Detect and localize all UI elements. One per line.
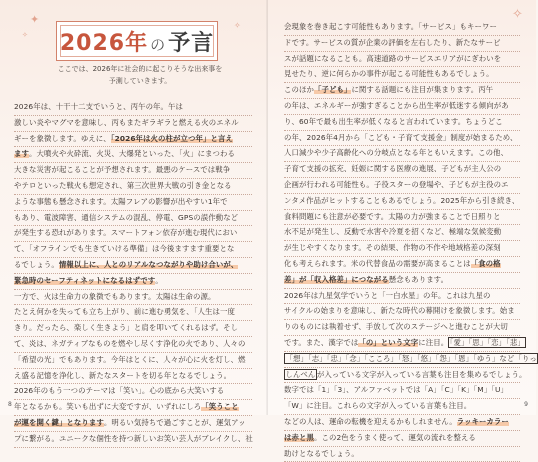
text-line bbox=[14, 116, 252, 132]
text-segment: ドです。サービスの質が企業の評価を左右したり、新たなサービ bbox=[284, 37, 501, 47]
title-suffix: 予言 bbox=[168, 30, 215, 56]
text-segment: 。この2色をうまく使って、運気の流れを整える bbox=[313, 432, 476, 442]
text-segment: の年、2026年4月から「こども・子育て支援金」制度が始まるため、 bbox=[284, 132, 518, 142]
text-line bbox=[284, 399, 520, 415]
text-segment: スが話題になることも。高速道路のサービスエリアがにぎわいを bbox=[284, 53, 502, 63]
text-line bbox=[14, 195, 252, 211]
text-line bbox=[284, 52, 520, 68]
text-line bbox=[14, 384, 252, 400]
text-line bbox=[284, 352, 537, 368]
text-line bbox=[284, 336, 525, 352]
text-line bbox=[14, 353, 252, 369]
sparkle-icon: ✧ bbox=[22, 31, 28, 39]
text-line bbox=[284, 20, 520, 36]
text-segment: りのものには執着せず、手放して次のステージへと進むことが大切 bbox=[284, 322, 508, 332]
text-line bbox=[284, 415, 520, 431]
text-line bbox=[284, 99, 520, 115]
boxed-text: 「愛」「思」「恋」「悲」 bbox=[449, 337, 525, 347]
text-line bbox=[14, 242, 252, 258]
boxed-text: 「想」「志」「忠」「念」「こころ」「怒」「悠」「怨」「恩」「ゆう」など「りっ bbox=[285, 353, 537, 363]
text-line bbox=[284, 304, 520, 320]
highlighted-text: 「の」という文字 bbox=[358, 337, 419, 347]
text-segment: 大きな災害が起こることが予想されます。最悪のケースでは戦争 bbox=[14, 165, 231, 175]
text-segment: もあり、電波障害、通信システムの混乱、停電、GPSの誤作動など bbox=[14, 212, 239, 222]
text-segment: このほか bbox=[284, 85, 314, 95]
sparkle-icon: ✦ bbox=[30, 13, 40, 26]
text-segment: が生じやすくなります。その結果、作物の不作や地域格差の深刻 bbox=[284, 243, 501, 253]
text-line bbox=[14, 369, 252, 385]
text-line bbox=[14, 226, 252, 242]
highlighted-text: 緊急時のセーフティネットになるはずです bbox=[14, 275, 156, 285]
text-line bbox=[14, 290, 252, 306]
text-segment: 人口減少や少子高齢化への分岐点となる年ともいえます。この他、 bbox=[284, 148, 509, 158]
text-segment: プに繋がる。ユニークな個性を持つ新しいお笑い芸人がブレイクし、社 bbox=[14, 433, 253, 443]
text-line bbox=[284, 162, 520, 178]
page-title bbox=[60, 26, 214, 57]
intro-line: ここでは、2026年に社会的に起こりそうな出来事を bbox=[57, 65, 223, 73]
text-line bbox=[284, 83, 520, 99]
highlighted-text: 情報以上に、人とのリアルなつながりや助け合いが、 bbox=[58, 259, 239, 269]
text-segment: などの人は、運命の転機を迎えるかもしれません。 bbox=[284, 416, 457, 426]
text-segment: の年は、エネルギーが強すぎることから出生率が低迷する傾向があ bbox=[284, 100, 509, 110]
intro-line: 予測していきます。 bbox=[108, 76, 172, 85]
text-segment: が発生する恐れがあります。スマートフォン依存が進む現代におい bbox=[14, 228, 238, 238]
text-segment: 食料問題にも注意が必要です。太陽の力が強まることで日照りと bbox=[284, 211, 501, 221]
sparkle-icon: ✧ bbox=[234, 21, 241, 30]
text-line bbox=[284, 431, 520, 447]
text-segment: 2026年は九星気学でいうと「一白水星」の年。これは九星の bbox=[284, 290, 491, 300]
text-segment: て、「オフラインでも生きていける準備」は今後ますます重要とな bbox=[14, 244, 235, 254]
text-line bbox=[284, 241, 520, 257]
text-segment: 2026年のもう一つのテーマは「笑い」。心の底から大笑いする bbox=[14, 386, 225, 396]
text-line bbox=[14, 163, 252, 179]
text-segment: に注目。 bbox=[418, 337, 449, 347]
text-segment: やテロといった戦火も想定され、第三次世界大戦の引き金となる bbox=[14, 180, 232, 190]
text-line bbox=[284, 115, 520, 131]
highlighted-text: 差」が「収入格差」につながる bbox=[284, 274, 389, 284]
text-segment: ギーを象徴します。ゆえに、 bbox=[14, 133, 111, 143]
text-line bbox=[284, 210, 520, 226]
text-segment: 懸念もあります。 bbox=[388, 274, 449, 284]
body-text bbox=[14, 100, 252, 448]
text-segment: 一方で、火は生命力の象徴でもあります。太陽は生命の源。 bbox=[14, 291, 216, 301]
text-segment: ような事態も懸念されます。太陽フレアの影響が出やすい1年で bbox=[14, 196, 228, 206]
text-segment: 年となるかも。笑いも出ずに大変ですが、いずれにしろ bbox=[14, 402, 202, 412]
text-line bbox=[14, 147, 252, 163]
title-prefix: 2026年 bbox=[59, 30, 149, 56]
highlighted-text: ラッキーカラー bbox=[456, 416, 509, 426]
sparkle-icon: ✧ bbox=[512, 7, 523, 22]
page-number: 9 bbox=[524, 401, 528, 408]
boxed-text: しんべん bbox=[285, 369, 316, 379]
text-line bbox=[14, 258, 252, 274]
text-segment: り、60年で最も出生率が低くなると言われています。ちょうどこ bbox=[284, 116, 503, 126]
text-line bbox=[284, 36, 520, 52]
text-segment: 。明るい気持ちで過ごすことが、運気アッ bbox=[103, 417, 246, 427]
text-segment: て、炎は、ネガティブなものを燃やし尽くす浄化の火であり、人々の bbox=[14, 338, 246, 348]
text-line bbox=[284, 194, 520, 210]
text-segment: きり。だったら、楽しく生きよう」と肩を叩いてくれるはず。そし bbox=[14, 323, 239, 333]
text-segment: 。大噴火や火砕流、火災、大爆発といった、「火」にまつわる bbox=[28, 149, 236, 159]
body-text bbox=[284, 20, 537, 462]
text-segment: が入っている文字が入っている言葉も注目を集めるでしょう。 bbox=[316, 369, 527, 379]
text-line bbox=[284, 368, 527, 384]
text-segment: るでしょう。 bbox=[14, 259, 59, 269]
highlighted-text: 「2026年は火の柱が立つ年」と言え bbox=[110, 133, 233, 143]
text-line bbox=[284, 131, 520, 147]
title-particle: の bbox=[150, 35, 167, 54]
page-number: 8 bbox=[8, 401, 12, 408]
text-line bbox=[14, 211, 252, 227]
text-segment: に関する話題にも注目が集まります。丙午 bbox=[351, 85, 494, 95]
text-segment: 数字では「1」「3」、アルファベットでは「A」「C」「K」「M」「U」 bbox=[284, 385, 509, 395]
text-line bbox=[284, 146, 520, 162]
text-line bbox=[284, 257, 520, 273]
text-segment: 助けとなるでしょう。 bbox=[284, 448, 359, 458]
highlighted-text: 「食の格 bbox=[470, 258, 501, 268]
text-line bbox=[284, 178, 520, 194]
highlighted-text: は赤と黒 bbox=[284, 432, 314, 442]
text-segment: 企画が行われる可能性も。子役スターの登場や、子どもが主役のエ bbox=[284, 179, 509, 189]
text-line bbox=[14, 337, 252, 353]
text-line bbox=[14, 274, 252, 290]
text-line bbox=[14, 100, 252, 116]
text-line bbox=[284, 67, 520, 83]
text-segment: 化も考えられます。米の代替食品の需要が高まることは bbox=[284, 258, 471, 268]
highlighted-text: ます bbox=[14, 149, 29, 159]
highlighted-text: 「子ども」 bbox=[313, 85, 352, 95]
text-segment: 見せたり、逆に何らかの事件が起こる可能性もあるでしょう。 bbox=[284, 69, 494, 79]
page-title-box bbox=[56, 21, 218, 61]
text-line bbox=[284, 320, 520, 336]
text-segment: たとえ何かを失っても立ち上がり、前に進む勇気を、「人生は一度 bbox=[14, 307, 236, 317]
text-line bbox=[14, 400, 252, 416]
text-segment: ンタメ作品がヒットすることもあるでしょう。2025年から引き続き、 bbox=[284, 195, 520, 205]
text-segment: 会現象を巻き起こす可能性もあります。「サービス」もキーワー bbox=[284, 22, 497, 31]
text-segment: 2026年は、十干十二支でいうと、丙午の年。午は bbox=[14, 102, 184, 111]
text-segment: 子育て支援の拡充、妊娠に関する医療の進展、子どもが主人公の bbox=[284, 164, 502, 174]
text-line bbox=[284, 289, 520, 305]
highlighted-text: 「笑うこと bbox=[201, 402, 239, 412]
text-line bbox=[14, 416, 252, 432]
text-segment: 激しい炎やマグマを意味し、丙もまたギラギラと燃える火のエネル bbox=[14, 117, 239, 127]
text-line bbox=[14, 305, 252, 321]
text-line bbox=[284, 225, 520, 241]
text-segment: サイクルの始まりを意味し、新たな時代の幕開けを象徴します。始ま bbox=[284, 306, 515, 316]
highlighted-text: が運を開く鍵」となります bbox=[14, 417, 104, 427]
text-segment: 「W」に注目。これらの文字が入っている言葉も注目。 bbox=[284, 401, 472, 411]
text-line bbox=[284, 273, 520, 289]
text-line bbox=[284, 447, 520, 462]
right-page bbox=[268, 0, 537, 458]
text-segment: 。 bbox=[155, 275, 163, 285]
text-segment: え盛る記憶を浄化し、新たなスタートを切る年となるでしょう。 bbox=[14, 370, 232, 380]
text-segment: 水不足が発生し、反動で水害や冷夏を招くなど、極端な気候変動 bbox=[284, 227, 502, 237]
text-line bbox=[14, 179, 252, 195]
left-page bbox=[0, 0, 268, 443]
text-line bbox=[14, 132, 252, 148]
text-line bbox=[14, 432, 252, 448]
text-segment: 「希望の光」でもあります。今年はとくに、人々が心に火を灯し、燃 bbox=[14, 354, 246, 364]
intro-text bbox=[40, 64, 240, 87]
text-line bbox=[14, 321, 252, 337]
text-segment: です。また、漢字では bbox=[284, 337, 359, 347]
text-line bbox=[284, 383, 520, 399]
